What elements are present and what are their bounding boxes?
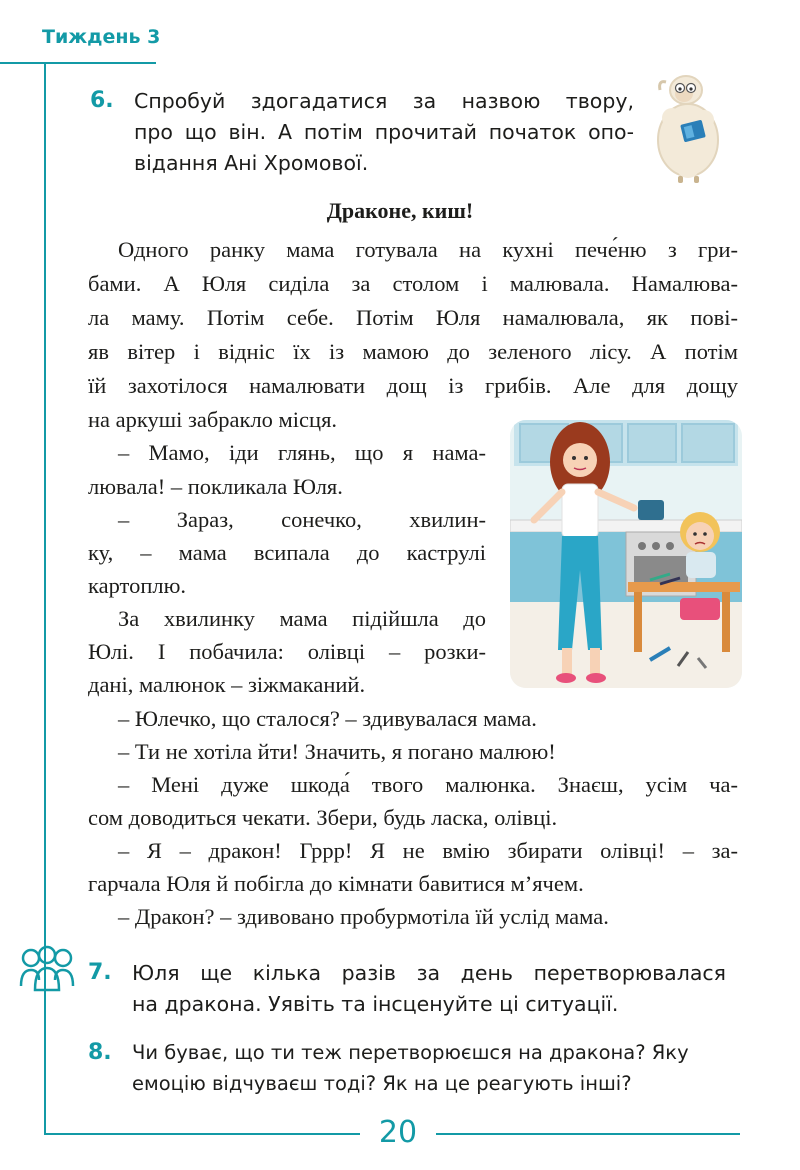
page-number: 20 — [378, 1115, 418, 1150]
kitchen-illustration — [510, 420, 742, 688]
story-line-19: – Я – дракон! Гррр! Я не вмію збирати олівці! – за- — [118, 838, 738, 863]
task-7-number: 7. — [88, 960, 112, 985]
task-6-line-3: відання Ані Хромової. — [134, 151, 369, 175]
story-line-21: – Дракон? – здивовано пробурмотіла їй услід мама. — [118, 904, 609, 929]
task-6-number: 6. — [90, 88, 114, 113]
story-line-18: сом доводиться чекати. Збери, будь ласка, олівці. — [88, 805, 558, 830]
frame-top-line — [0, 62, 156, 64]
task-8-text — [132, 1037, 732, 1099]
frame-bottom-line-right — [436, 1133, 740, 1135]
story-line-9: – Зараз, сонечко, хвилин- — [118, 507, 486, 532]
story-line-14: дані, малюнок – зіжмаканий. — [88, 672, 366, 697]
story-title: Драконе, киш! — [326, 198, 474, 223]
story-line-3: ла маму. Потім себе. Потім Юля намалювала, як пові- — [88, 305, 738, 330]
story-line-5: їй захотілося намалювати дощ із грибів. Але для дощу — [88, 373, 738, 398]
task-6-line-2: про що він. А потім прочитай початок опо- — [134, 120, 634, 144]
story-line-8: лювала! – покликала Юля. — [88, 474, 343, 499]
story-line-17: – Мені дуже шкода́ твого малюнка. Знаєш, усім ча- — [118, 772, 738, 797]
story-line-16: – Ти не хотіла йти! Значить, я погано малюю! — [118, 739, 556, 764]
task-6-line-1: Спробуй здогадатися за назвою твору, — [134, 89, 634, 113]
task-8-line-1: Чи буває, що ти теж перетворюєшся на дракона? Яку — [132, 1041, 689, 1064]
sheep-reading-icon — [648, 68, 728, 184]
task-8-number: 8. — [88, 1040, 112, 1065]
frame-bottom-line-left — [44, 1133, 360, 1135]
story-line-6: на аркуші забракло місця. — [88, 407, 338, 432]
story-line-10: ку, – мама всипала до каструлі — [88, 540, 486, 565]
story-line-7: – Мамо, іди глянь, що я нама- — [118, 440, 486, 465]
task-8-line-2: емоцію відчуваєш тоді? Як на це реагують інші? — [132, 1072, 632, 1095]
task-7-text — [132, 958, 726, 1020]
story-line-20: гарчала Юля й побігла до кімнати бавитися м’ячем. — [88, 871, 584, 896]
task-7-line-2: на дракона. Уявіть та інсценуйте ці ситуації. — [132, 992, 619, 1016]
story-line-11: картоплю. — [88, 573, 187, 598]
story-line-4: яв вітер і відніс їх із мамою до зеленого лісу. А потім — [88, 339, 738, 364]
week-label: Тиждень 3 — [42, 26, 161, 48]
task-6-text — [134, 86, 634, 179]
task-7-line-1: Юля ще кілька разів за день перетворювалася — [132, 961, 726, 985]
story-line-12: За хвилинку мама підійшла до — [118, 606, 486, 631]
story-line-2: бами. А Юля сиділа за столом і малювала. Намалюва- — [88, 271, 738, 296]
group-work-icon — [18, 944, 76, 996]
story-line-1: Одного ранку мама готувала на кухні пече́ню з гри- — [118, 237, 738, 262]
story-line-15: – Юлечко, що сталося? – здивувалася мама. — [118, 706, 537, 731]
story-line-13: Юлі. І побачила: олівці – розки- — [88, 639, 486, 664]
